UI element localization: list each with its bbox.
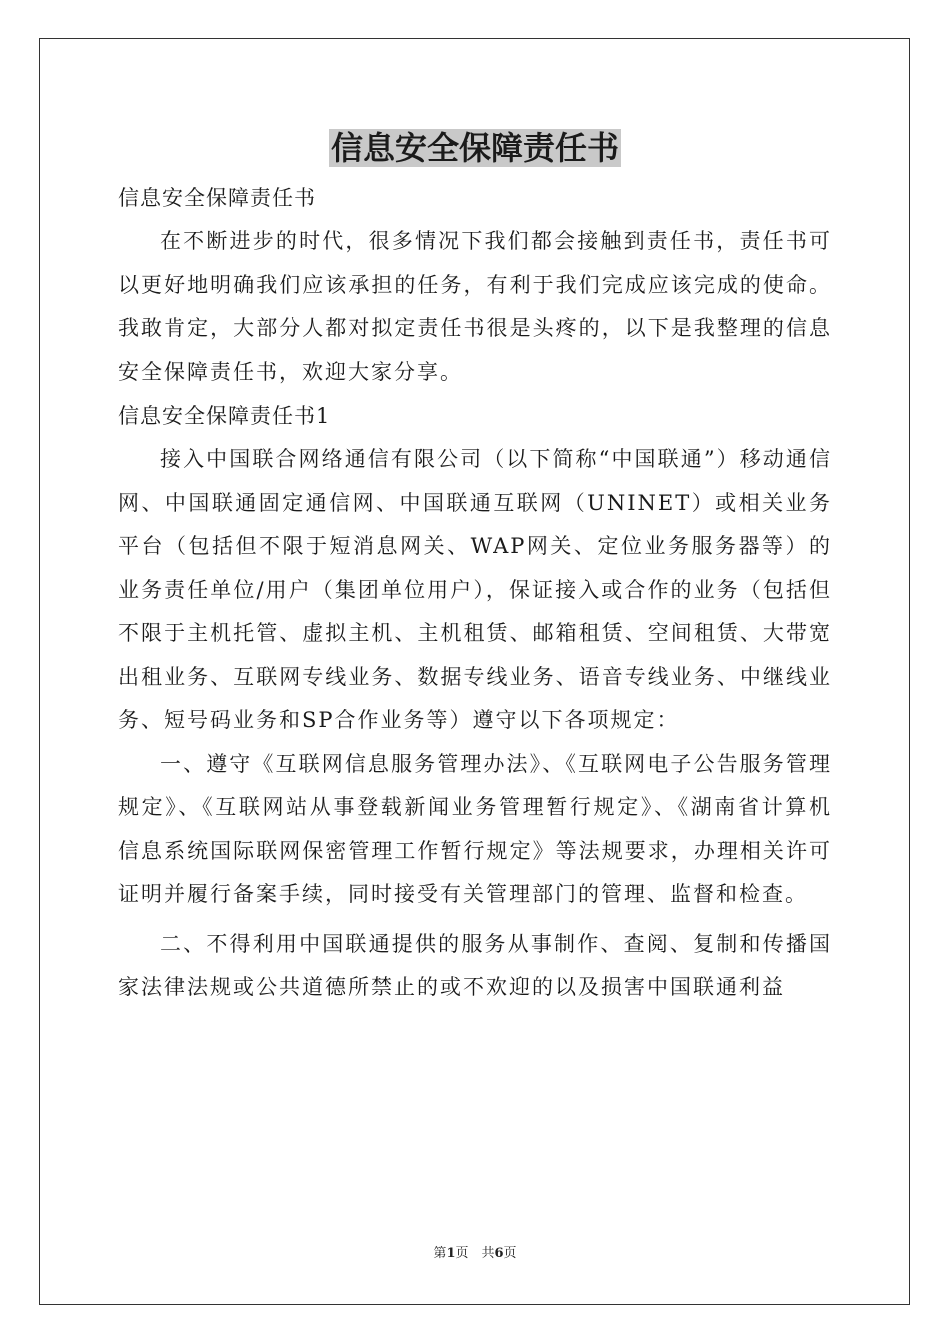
document-subtitle: 信息安全保障责任书: [118, 186, 316, 210]
page-footer: [0, 1242, 950, 1261]
document-title-text: 信息安全保障责任书: [330, 129, 619, 167]
body-paragraph: 二、不得利用中国联通提供的服务从事制作、查阅、复制和传播国家法律法规或公共道德所禁止的或不欢迎的以及损害中国联通利益: [118, 931, 832, 999]
section-heading: 信息安全保障责任书1: [118, 404, 331, 428]
footer-page-prefix: 第: [433, 1246, 447, 1261]
footer-page-current: 1: [446, 1246, 456, 1261]
document-body: [118, 176, 832, 1010]
footer-page-mid: 页 共: [455, 1246, 495, 1261]
intro-paragraph: 在不断进步的时代，很多情况下我们都会接触到责任书，责任书可以更好地明确我们应该承担的任务，有利于我们完成应该完成的使命。我敢肯定，大部分人都对拟定责任书很是头疼的，以下是我整理的信息安全保障责任书，欢迎大家分享。: [118, 229, 832, 384]
document-title: [0, 126, 950, 170]
footer-page-suffix: 页: [503, 1246, 517, 1261]
footer-page-total: 6: [494, 1246, 504, 1261]
body-paragraph: 接入中国联合网络通信有限公司（以下简称“中国联通”）移动通信网、中国联通固定通信网、中国联通互联网（UNINET）或相关业务平台（包括但不限于短消息网关、WAP网关、定位业务服务器等）的业务责任单位/用户（集团单位用户），保证接入或合作的业务（包括但不限于主机托管、虚拟主机、主机租赁、邮箱租赁、空间租赁、大带宽出租业务、互联网专线业务、数据专线业务、语音专线业务、中继线业务、短号码业务和SP合作业务等）遵守以下各项规定：: [118, 447, 832, 732]
body-paragraph: 一、遵守《互联网信息服务管理办法》、《互联网电子公告服务管理规定》、《互联网站从事登载新闻业务管理暂行规定》、《湖南省计算机信息系统国际联网保密管理工作暂行规定》等法规要求，办理相关许可证明并履行备案手续，同时接受有关管理部门的管理、监督和检查。: [118, 751, 832, 906]
